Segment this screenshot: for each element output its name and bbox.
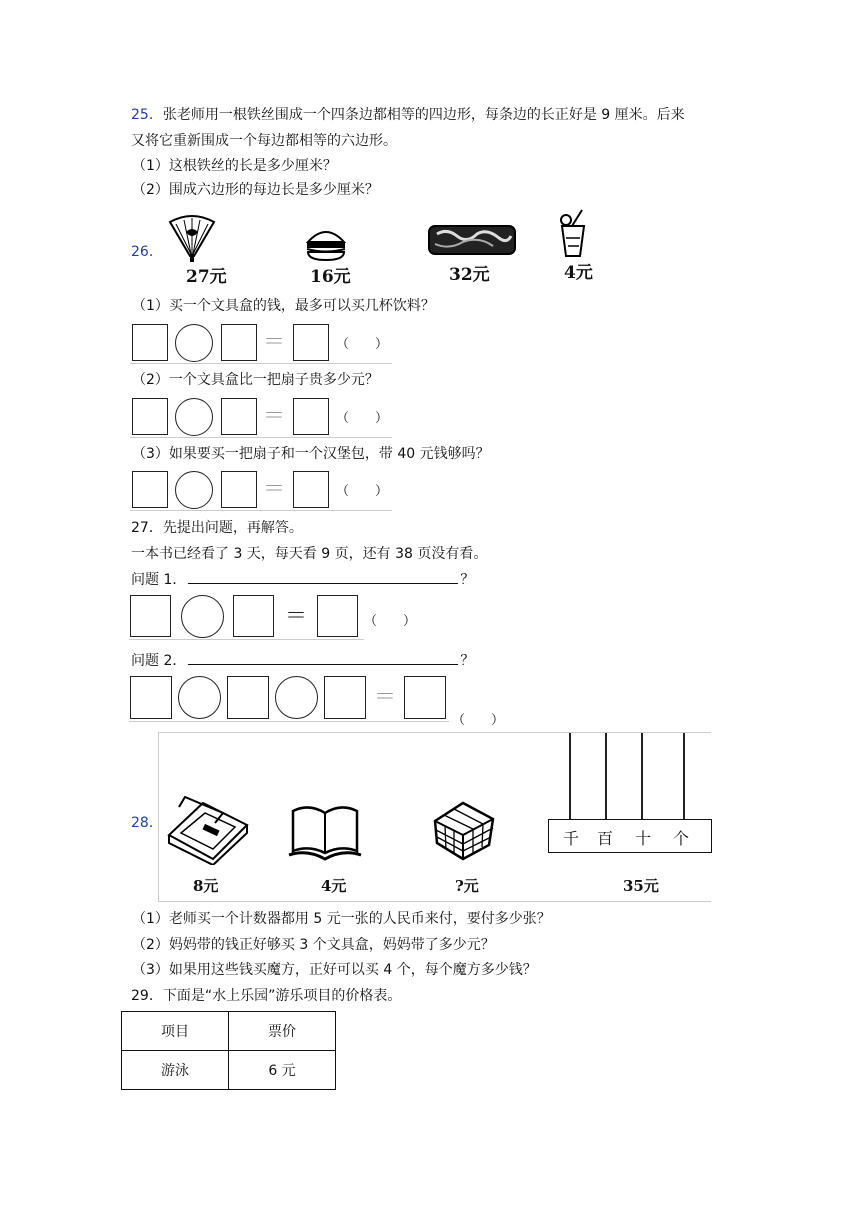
- pencil-box-price: 8元: [193, 877, 219, 895]
- q25-sub1: （1）这根铁丝的长是多少厘米？: [132, 158, 337, 174]
- table-cell: 6 元: [229, 1051, 336, 1090]
- pencil-case-price: 32元: [449, 265, 490, 285]
- answer-box[interactable]: [233, 595, 274, 637]
- q28-number: 28．: [131, 815, 163, 831]
- operator-circle[interactable]: [175, 324, 213, 362]
- q29-text: 下面是“水上乐园”游乐项目的价格表。: [162, 988, 402, 1004]
- answer-box[interactable]: [221, 398, 257, 435]
- q27-intro: 先提出问题，再解答。: [162, 520, 303, 536]
- magic-cube-icon: [429, 795, 499, 861]
- equals-sign: ＝: [374, 685, 397, 710]
- operator-circle[interactable]: [275, 676, 318, 719]
- answer-box[interactable]: [132, 471, 168, 508]
- answer-box[interactable]: [293, 398, 329, 435]
- q25-line1: [131, 105, 685, 125]
- answer-box[interactable]: [324, 676, 366, 719]
- problem2-label: 问题 2．: [131, 653, 187, 669]
- place-thousands: 千: [563, 829, 580, 848]
- abacus-counter-icon: [548, 819, 712, 853]
- operator-circle[interactable]: [181, 595, 224, 638]
- place-tens: 十: [635, 829, 652, 848]
- table-cell: 游泳: [122, 1051, 229, 1090]
- fan-icon: [166, 212, 218, 264]
- pencil-box-icon: [163, 795, 251, 865]
- unit-blank[interactable]: （ ）: [336, 337, 389, 352]
- answer-box[interactable]: [227, 676, 269, 719]
- q27-equation-row-2: [129, 674, 449, 722]
- equals-sign: ＝: [285, 604, 308, 629]
- q29-line: [131, 986, 401, 1006]
- q27-equation-row-1: [129, 594, 417, 640]
- problem2-blank[interactable]: [188, 650, 458, 665]
- book-icon: [287, 803, 363, 861]
- q28-price-picture: [158, 732, 711, 902]
- price-table: [121, 1011, 336, 1090]
- operator-circle[interactable]: [178, 676, 221, 719]
- table-row: [122, 1051, 336, 1090]
- q26-sub3: （3）如果要买一把扇子和一个汉堡包，带 40 元钱够吗？: [132, 446, 490, 462]
- q26-sub2: （2）一个文具盒比一把扇子贵多少元？: [132, 372, 379, 388]
- q25-sub2: （2）围成六边形的每边长是多少厘米？: [132, 182, 379, 198]
- equals-sign: ＝: [263, 330, 286, 355]
- answer-box[interactable]: [221, 471, 257, 508]
- q28-sub3: （3）如果用这些钱买魔方，正好可以买 4 个，每个魔方多少钱？: [132, 962, 537, 978]
- hamburger-icon: [304, 226, 348, 262]
- abacus-price: 35元: [623, 877, 659, 895]
- q25-number: 25．: [131, 107, 163, 123]
- q25-text1: 张老师用一根铁丝围成一个四条边都相等的四边形，每条边的长正好是 9 厘米。后来: [162, 107, 685, 123]
- fan-price: 27元: [186, 267, 227, 287]
- answer-box[interactable]: [221, 324, 257, 361]
- q26-number: 26．: [131, 244, 163, 260]
- table-header: 项目: [122, 1012, 229, 1051]
- q26-equation-row-2: [130, 396, 392, 438]
- answer-box[interactable]: [132, 324, 168, 361]
- table-header: 票价: [229, 1012, 336, 1051]
- book-price: 4元: [321, 877, 347, 895]
- drink-price: 4元: [564, 263, 593, 283]
- place-ones: 个: [673, 829, 690, 848]
- q27-text: 一本书已经看了 3 天，每天看 9 页，还有 38 页没有看。: [131, 546, 488, 562]
- q28-sub2: （2）妈妈带的钱正好够买 3 个文具盒，妈妈带了多少元？: [132, 937, 495, 953]
- q28-sub1: （1）老师买一个计数器都用 5 元一张的人民币来付，要付多少张？: [132, 911, 551, 927]
- drink-cup-icon: [556, 208, 590, 260]
- problem1-blank[interactable]: [188, 569, 458, 584]
- unit-blank[interactable]: （ ）: [364, 614, 417, 629]
- q29-number: 29．: [131, 988, 163, 1004]
- q27-problem1: [131, 569, 474, 590]
- answer-box[interactable]: [132, 398, 168, 435]
- answer-box[interactable]: [130, 595, 171, 637]
- q27-number: 27．: [131, 520, 163, 536]
- q26-sub1: （1）买一个文具盒的钱，最多可以买几杯饮料？: [132, 298, 435, 314]
- hamburger-price: 16元: [310, 267, 351, 287]
- pencil-case-icon: [427, 222, 517, 258]
- answer-box[interactable]: [317, 595, 358, 637]
- q25-line2: 又将它重新围成一个每边都相等的六边形。: [131, 133, 397, 149]
- question-mark: ？: [460, 653, 475, 669]
- operator-circle[interactable]: [175, 398, 213, 436]
- magic-cube-price: ?元: [455, 877, 479, 895]
- q26-price-picture: [158, 206, 603, 288]
- q26-equation-row-1: [130, 322, 392, 364]
- answer-box[interactable]: [293, 324, 329, 361]
- answer-box[interactable]: [293, 471, 329, 508]
- answer-box[interactable]: [404, 676, 446, 719]
- question-mark: ？: [460, 572, 475, 588]
- unit-blank[interactable]: （ ）: [336, 484, 389, 499]
- problem1-label: 问题 1．: [131, 572, 187, 588]
- equals-sign: ＝: [263, 404, 286, 429]
- unit-blank[interactable]: （ ）: [452, 713, 505, 728]
- answer-box[interactable]: [130, 676, 172, 719]
- equals-sign: ＝: [263, 477, 286, 502]
- operator-circle[interactable]: [175, 471, 213, 509]
- unit-blank[interactable]: （ ）: [336, 411, 389, 426]
- q26-equation-row-3: [130, 469, 392, 511]
- q27-problem2: [131, 650, 474, 671]
- q27-line1: [131, 518, 303, 538]
- table-header-row: [122, 1012, 336, 1051]
- place-hundreds: 百: [597, 829, 614, 848]
